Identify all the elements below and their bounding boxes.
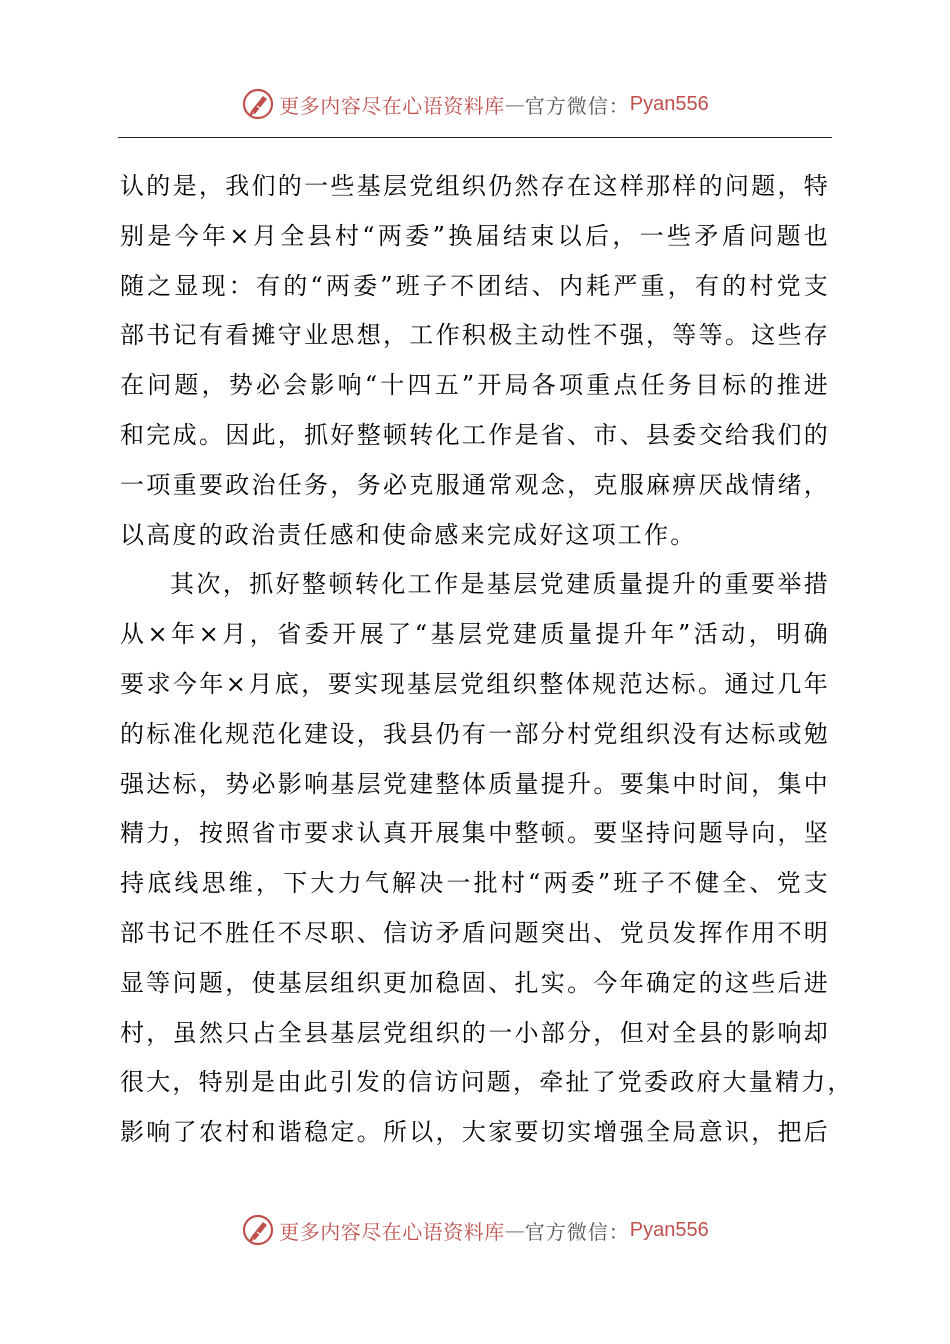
header-wechat-id: Pyan556 xyxy=(629,92,709,115)
text-line: 别是今年×月全县村“两委”换届结束以后，一些矛盾问题也 xyxy=(120,221,830,250)
document-body xyxy=(120,162,854,1158)
text-line: 持底线思维，下大力气解决一批村“两委”班子不健全、党支 xyxy=(120,869,830,898)
text-line: 和完成。因此，抓好整顿转化工作是省、市、县委交给我们的 xyxy=(120,420,830,449)
text-line: 其次，抓好整顿转化工作是基层党建质量提升的重要举措 xyxy=(170,570,830,599)
footer-banner xyxy=(0,1210,950,1250)
text-line: 在问题，势必会影响“十四五”开局各项重点任务目标的推进 xyxy=(120,371,830,400)
text-line: 精力，按照省市要求认真开展集中整顿。要坚持问题导向，坚 xyxy=(120,819,830,848)
footer-wechat-id: Pyan556 xyxy=(629,1218,709,1241)
text-line: 从×年×月，省委开展了“基层党建质量提升年”活动，明确 xyxy=(120,620,830,649)
text-line: 强达标，势必影响基层党建整体质量提升。要集中时间，集中 xyxy=(120,769,830,798)
paragraph xyxy=(120,560,854,1158)
text-line: 很大，特别是由此引发的信访问题，牵扯了党委政府大量精力， xyxy=(120,1068,854,1097)
text-line: 一项重要政治任务，务必克服通常观念，克服麻痹厌战情绪， xyxy=(120,470,830,499)
header-brand-text: 更多内容尽在心语资料库 xyxy=(279,93,505,118)
header-dash: — xyxy=(504,92,525,116)
text-line: 随之显现：有的“两委”班子不团结、内耗严重，有的村党支 xyxy=(120,271,830,300)
text-line: 影响了农村和谐稳定。所以，大家要切实增强全局意识，把后 xyxy=(120,1118,830,1147)
footer-official-label: 官方微信： xyxy=(524,1219,630,1244)
text-line: 要求今年×月底，要实现基层党组织整体规范达标。通过几年 xyxy=(120,669,830,698)
pen-nib-logo-icon xyxy=(241,1213,275,1247)
text-line: 村，虽然只占全县基层党组织的一小部分，但对全县的影响却 xyxy=(120,1018,830,1047)
pen-nib-logo-icon xyxy=(241,87,275,121)
footer-dash: — xyxy=(504,1218,525,1242)
text-line: 以高度的政治责任感和使命感来完成好这项工作。 xyxy=(120,520,697,549)
header-banner xyxy=(0,84,950,124)
header-divider xyxy=(118,137,832,138)
text-line: 认的是，我们的一些基层党组织仍然存在这样那样的问题，特 xyxy=(120,172,830,200)
text-line: 部书记有看摊守业思想，工作积极主动性不强，等等。这些存 xyxy=(120,321,830,350)
text-line: 部书记不胜任不尽职、信访矛盾问题突出、党员发挥作用不明 xyxy=(120,918,830,947)
footer-brand-text: 更多内容尽在心语资料库 xyxy=(279,1219,505,1244)
header-official-label: 官方微信： xyxy=(524,93,630,118)
paragraph xyxy=(120,162,830,560)
text-line: 显等问题，使基层组织更加稳固、扎实。今年确定的这些后进 xyxy=(120,968,830,997)
text-line: 的标准化规范化建设，我县仍有一部分村党组织没有达标或勉 xyxy=(120,719,830,748)
